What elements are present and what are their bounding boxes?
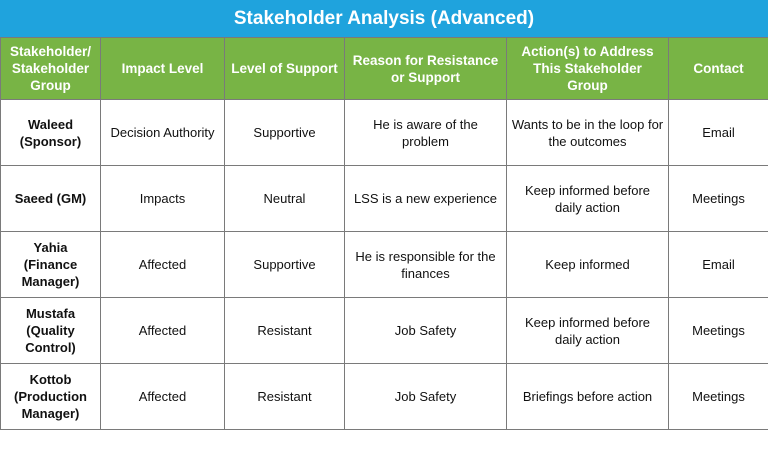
column-header-actions: Action(s) to Address This Stakeholder Group [507, 38, 669, 100]
table-row [1, 166, 768, 232]
cell-impact-level: Decision Authority [101, 100, 225, 166]
cell-actions: Briefings before action [507, 364, 669, 430]
cell-stakeholder: Saeed (GM) [1, 166, 101, 232]
cell-actions: Wants to be in the loop for the outcomes [507, 100, 669, 166]
cell-contact: Meetings [669, 364, 768, 430]
cell-level-of-support: Supportive [225, 100, 345, 166]
stakeholder-table [0, 37, 768, 430]
table-row [1, 364, 768, 430]
cell-contact: Email [669, 232, 768, 298]
cell-reason: Job Safety [345, 298, 507, 364]
table-row [1, 298, 768, 364]
cell-reason: He is aware of the problem [345, 100, 507, 166]
cell-level-of-support: Resistant [225, 298, 345, 364]
column-header-reason: Reason for Resistance or Support [345, 38, 507, 100]
cell-stakeholder: Yahia (Finance Manager) [1, 232, 101, 298]
column-header-stakeholder: Stakeholder/ Stakeholder Group [1, 38, 101, 100]
cell-reason: LSS is a new experience [345, 166, 507, 232]
header-row [1, 38, 768, 100]
cell-stakeholder: Mustafa (Quality Control) [1, 298, 101, 364]
column-header-level-of-support: Level of Support [225, 38, 345, 100]
column-header-contact: Contact [669, 38, 768, 100]
cell-impact-level: Affected [101, 232, 225, 298]
cell-impact-level: Affected [101, 298, 225, 364]
cell-level-of-support: Supportive [225, 232, 345, 298]
cell-stakeholder: Waleed (Sponsor) [1, 100, 101, 166]
cell-reason: Job Safety [345, 364, 507, 430]
cell-actions: Keep informed [507, 232, 669, 298]
cell-level-of-support: Neutral [225, 166, 345, 232]
cell-actions: Keep informed before daily action [507, 166, 669, 232]
cell-impact-level: Impacts [101, 166, 225, 232]
table-row [1, 232, 768, 298]
cell-impact-level: Affected [101, 364, 225, 430]
table-row [1, 100, 768, 166]
page-title: Stakeholder Analysis (Advanced) [0, 0, 768, 37]
cell-contact: Meetings [669, 166, 768, 232]
cell-level-of-support: Resistant [225, 364, 345, 430]
cell-contact: Email [669, 100, 768, 166]
cell-reason: He is responsible for the finances [345, 232, 507, 298]
cell-actions: Keep informed before daily action [507, 298, 669, 364]
cell-stakeholder: Kottob (Production Manager) [1, 364, 101, 430]
cell-contact: Meetings [669, 298, 768, 364]
column-header-impact-level: Impact Level [101, 38, 225, 100]
